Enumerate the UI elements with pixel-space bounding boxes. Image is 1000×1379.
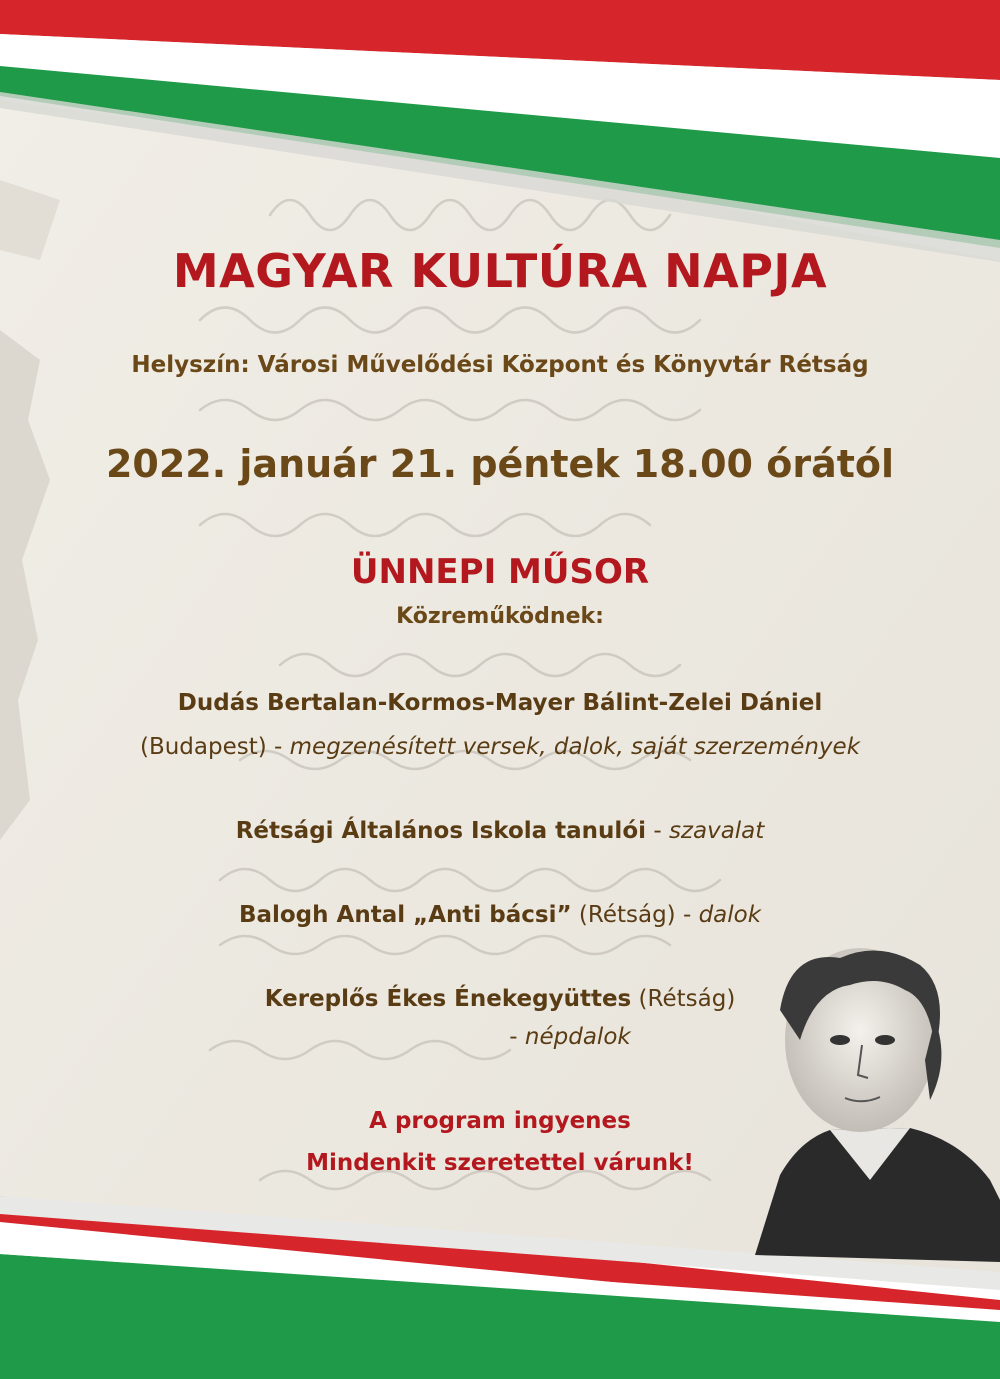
performer-4-origin: (Rétság) xyxy=(631,986,736,1012)
performer-1-name-text: Dudás Bertalan-Kormos-Mayer Bálint-Zelei Dániel xyxy=(177,690,823,716)
performer-2-desc: szavalat xyxy=(668,818,765,844)
performer-4-details xyxy=(70,1024,1000,1050)
performer-2-name: Rétsági Általános Iskola tanulói xyxy=(235,818,647,844)
footer-free-program: A program ingyenes xyxy=(369,1108,631,1134)
performer-1-name xyxy=(0,690,1000,716)
performer-1-sep: - xyxy=(266,734,290,760)
footer-welcome: Mindenkit szeretettel várunk! xyxy=(306,1150,694,1176)
program-title: ÜNNEPI MŰSOR xyxy=(350,552,650,592)
performer-2-sep: - xyxy=(646,818,669,844)
performer-4 xyxy=(0,986,1000,1012)
performer-3-origin: (Rétság) xyxy=(571,902,676,928)
performer-1-details xyxy=(0,734,1000,760)
event-date: 2022. január 21. péntek 18.00 órától xyxy=(105,442,895,486)
contributors-heading: Közreműködnek: xyxy=(396,604,604,629)
performer-3-name: Balogh Antal „Anti bácsi” xyxy=(238,902,572,928)
performer-1-origin: (Budapest) xyxy=(139,734,267,760)
event-location: Helyszín: Városi Művelődési Központ és Könyvtár Rétság xyxy=(131,352,869,378)
performer-2 xyxy=(0,818,1000,844)
performer-4-name: Kereplős Ékes Énekegyüttes xyxy=(264,986,632,1012)
performer-3-desc: dalok xyxy=(698,902,762,928)
performer-3 xyxy=(0,902,1000,928)
performer-4-desc: népdalok xyxy=(524,1024,631,1050)
performer-3-sep: - xyxy=(675,902,699,928)
performer-1-desc: megzenésített versek, dalok, saját szerzemények xyxy=(289,734,861,760)
performer-4-sep: - xyxy=(509,1024,525,1050)
page-title: MAGYAR KULTÚRA NAPJA xyxy=(172,244,828,298)
